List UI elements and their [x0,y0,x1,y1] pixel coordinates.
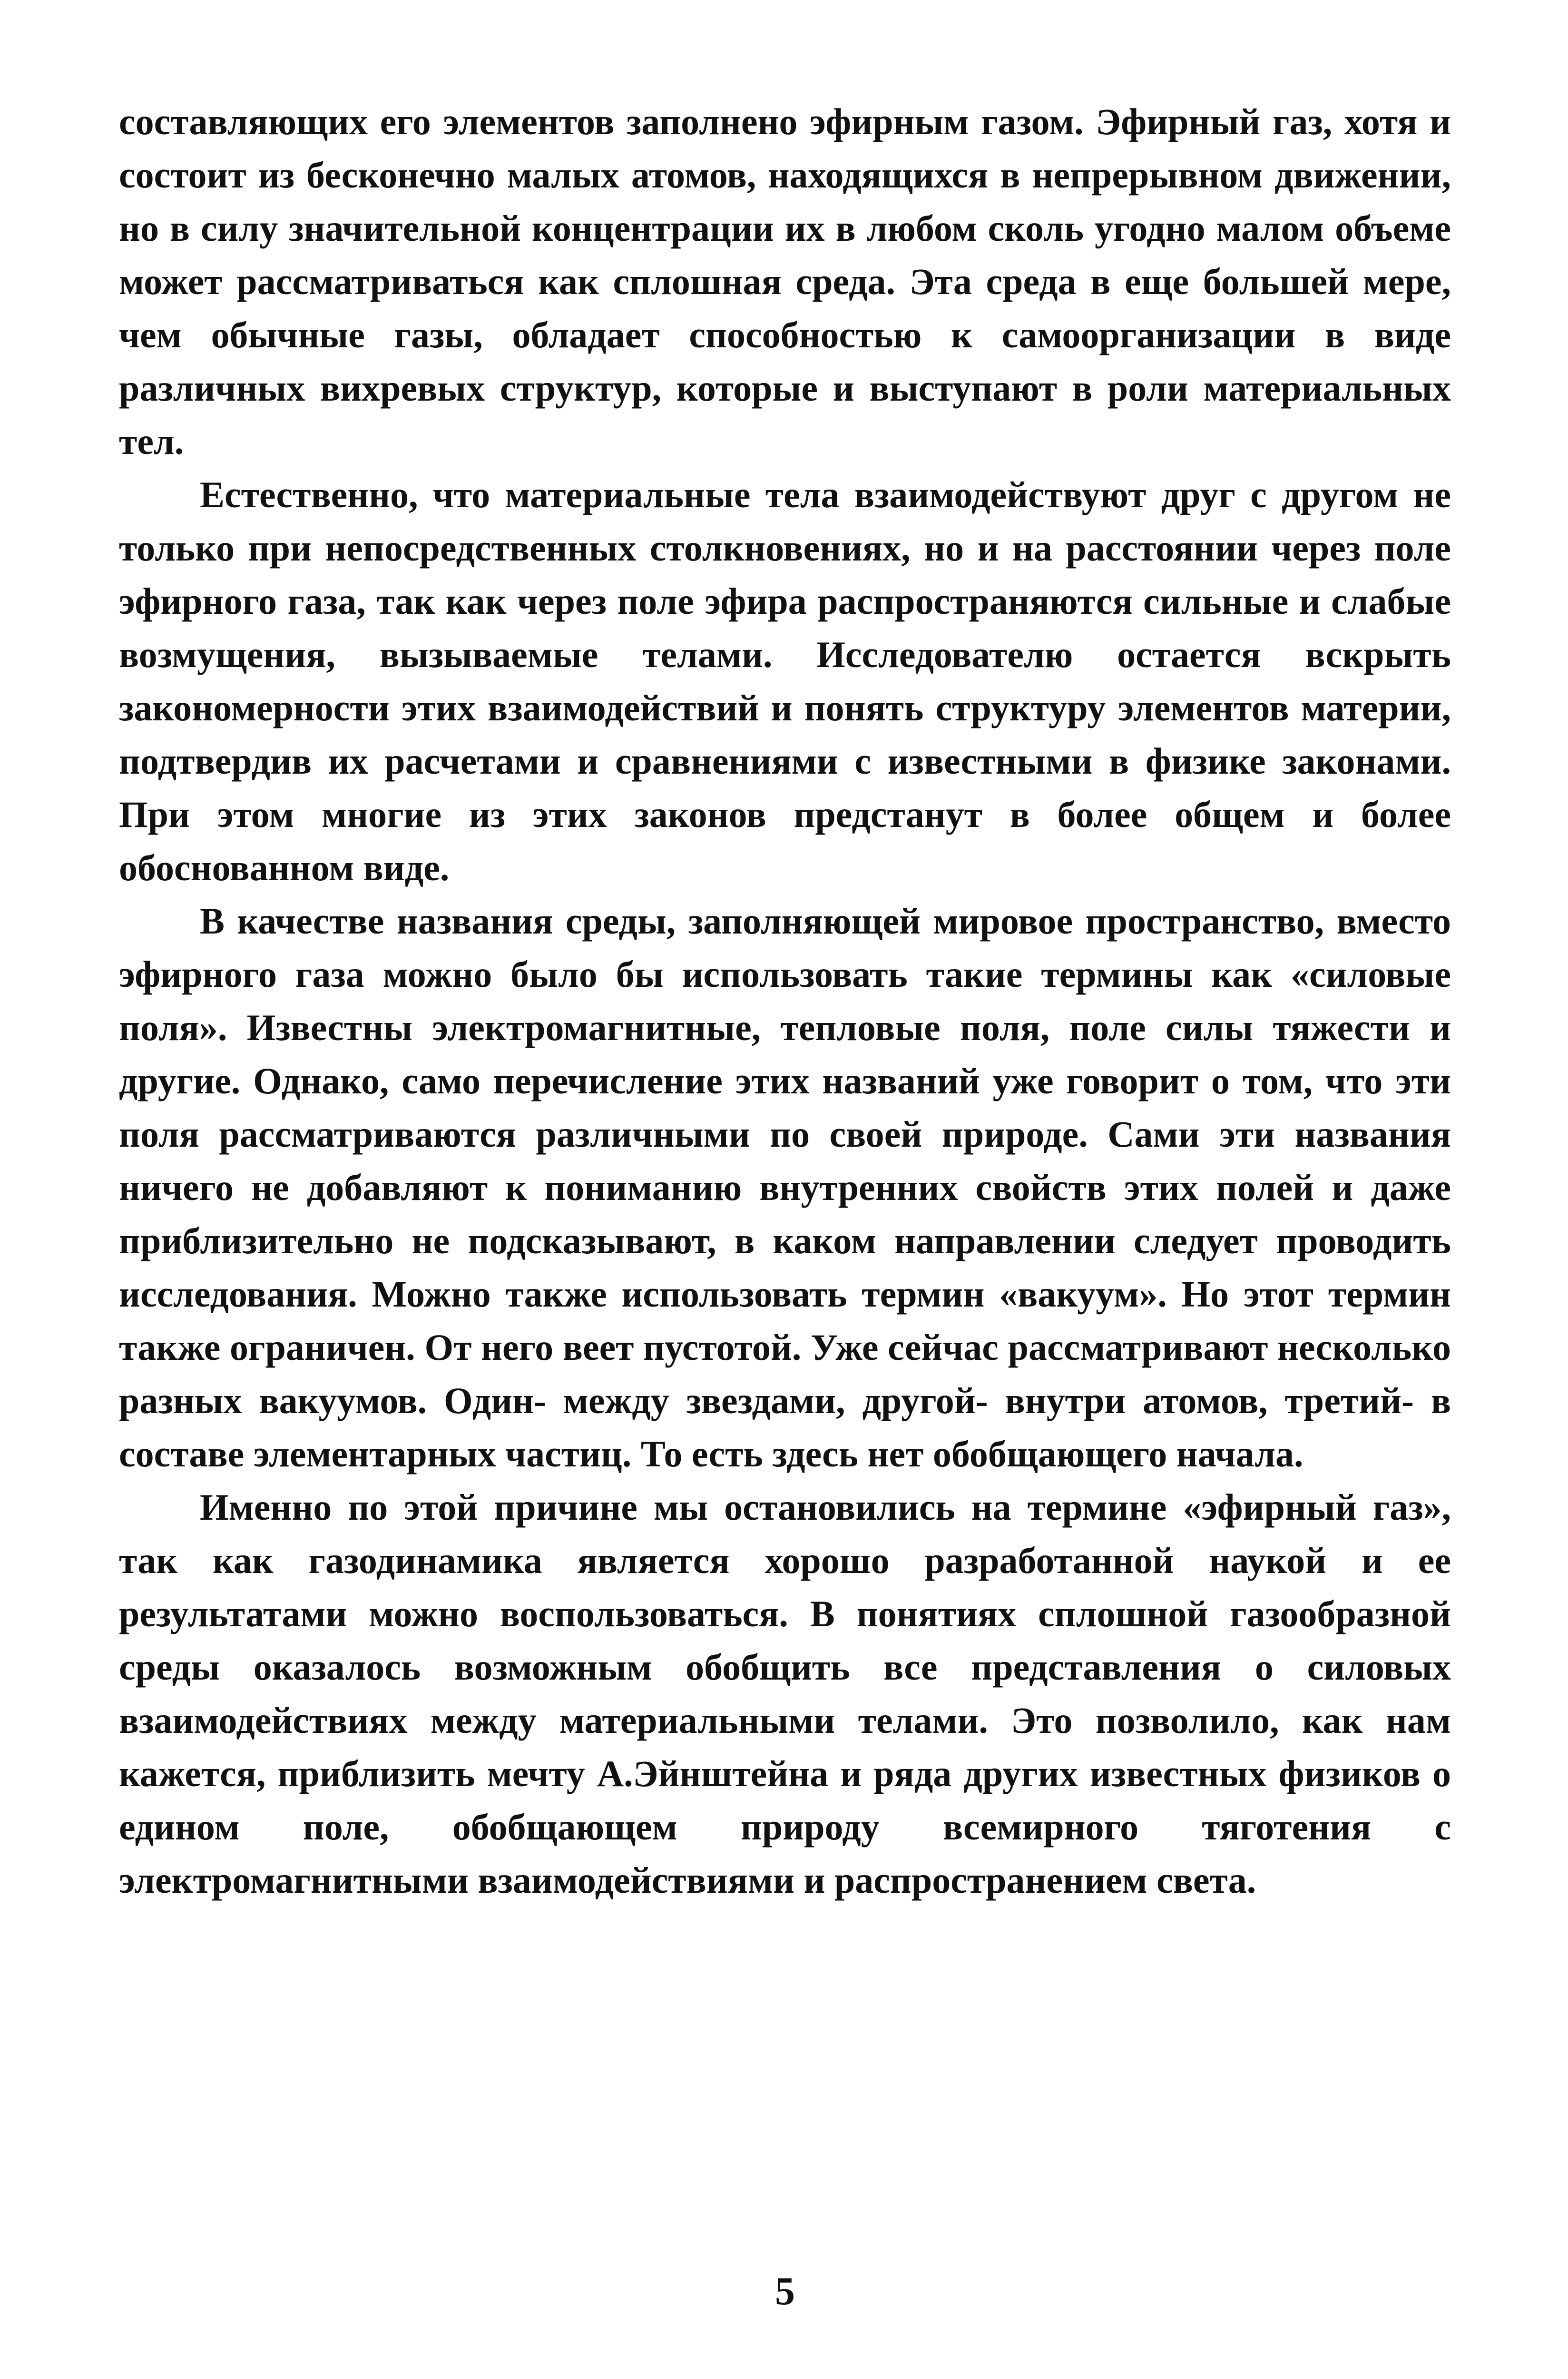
paragraph-1: составляющих его элементов заполнено эфирным газом. Эфирный газ, хотя и состоит из бесконечно малых атомов, находящихся в непрерывном движении, но в силу значительной концентрации их в любом сколь угодно малом объеме может рассматриваться как сплошная среда. Эта среда в еще большей мере, чем обычные газы, обладает способностью к самоорганизации в виде различных вихревых структур, которые и выступают в роли материальных тел. [119,101,1451,462]
paragraph-3: В качестве названия среды, заполняющей мировое пространство, вместо эфирного газа можно было бы использовать такие термины как «силовые поля». Известны электромагнитные, тепловые поля, поле силы тяжести и другие. Однако, само перечисление этих названий уже говорит о том, что эти поля рассматриваются различными по своей природе. Сами эти названия ничего не добавляют к пониманию внутренних свойств этих полей и даже приблизительно не подсказывают, в каком направлении следует проводить исследования. Можно также использовать термин «вакуум». Но этот термин также ограничен. От него веет пустотой. Уже сейчас рассматривают несколько разных вакуумов. Один- между звездами, другой- внутри атомов, третий- в составе элементарных частиц. То есть здесь нет обобщающего начала. [119,900,1451,1475]
paragraph-4: Именно по этой причине мы остановились на термине «эфирный газ», так как газодинамика является хорошо разработанной наукой и ее результатами можно воспользоваться. В понятиях сплошной газообразной среды оказалось возможным обобщить все представления о силовых взаимодействиях между материальными телами. Это позволило, как нам кажется, приблизить мечту А.Эйнштейна и ряда других известных физиков о едином поле, обобщающем природу всемирного тяготения с электромагнитными взаимодействиями и распространением света. [119,1486,1451,1901]
paragraph-2: Естественно, что материальные тела взаимодействуют друг с другом не только при непосредственных столкновениях, но и на расстоянии через поле эфирного газа, так как через поле эфира распространяются сильные и слабые возмущения, вызываемые телами. Исследователю остается вскрыть закономерности этих взаимодействий и понять структуру элементов материи, подтвердив их расчетами и сравнениями с известными в физике законами. При этом многие из этих законов предстанут в более общем и более обоснованном виде. [119,474,1451,888]
document-page [119,95,1451,2331]
page-number: 5 [775,2269,795,2313]
